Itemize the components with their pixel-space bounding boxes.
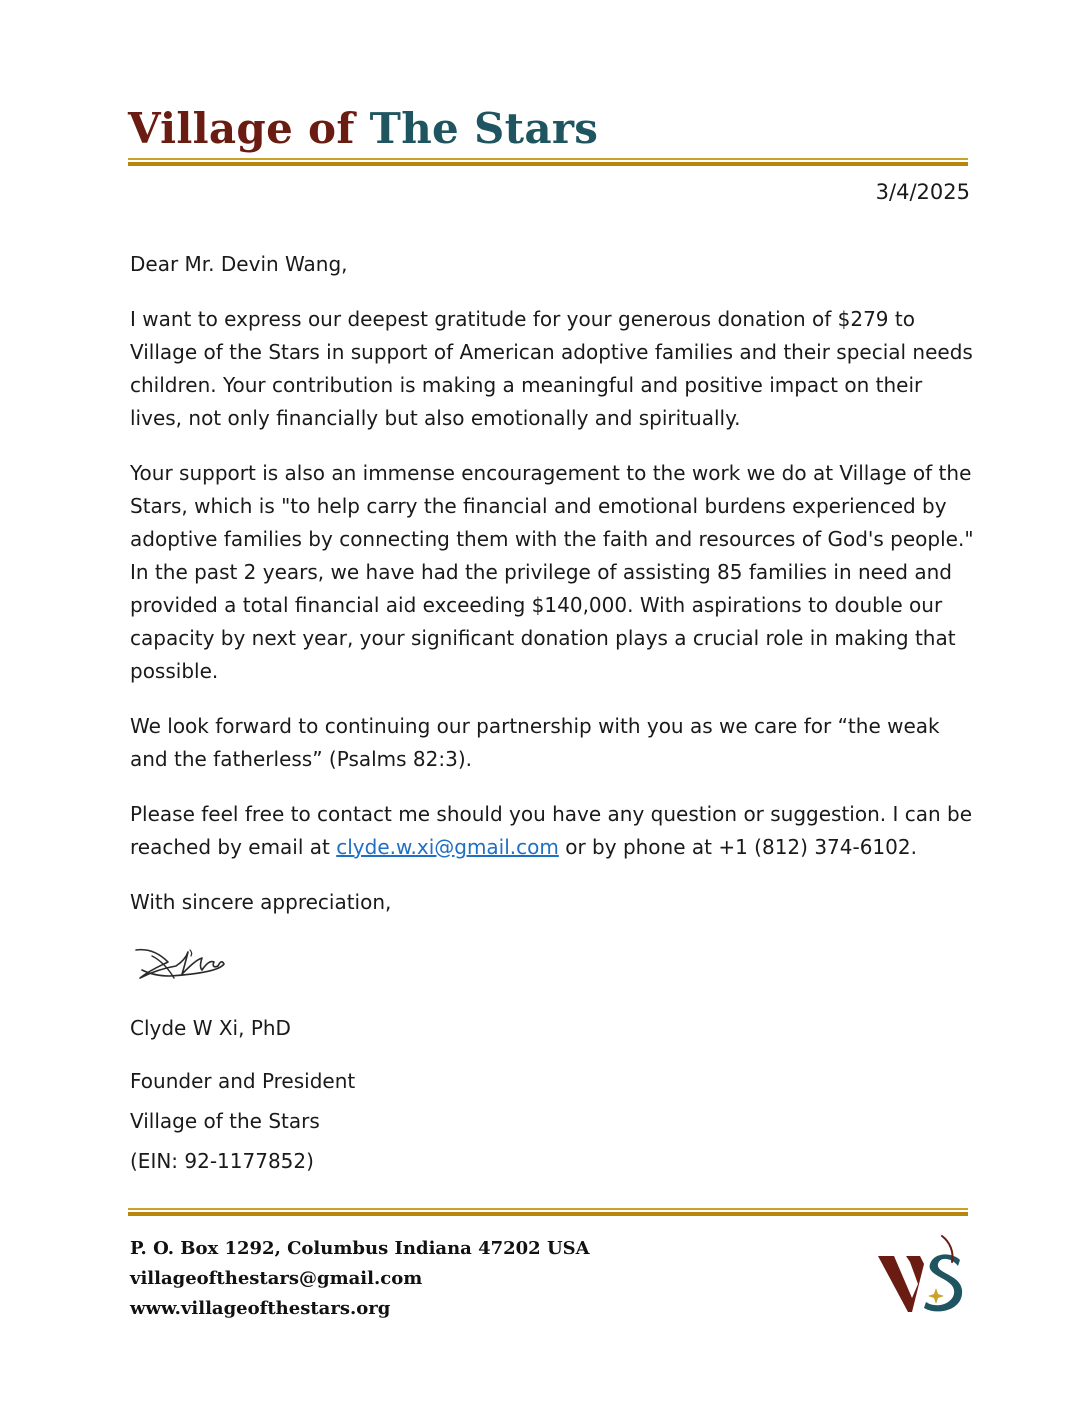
footer-email: villageofthestars@gmail.com	[130, 1268, 423, 1289]
footer-website: www.villageofthestars.org	[130, 1298, 391, 1319]
letterhead-title-part1: Village of	[128, 104, 355, 153]
signer-title: Founder and President	[130, 1069, 356, 1093]
signer-ein: (EIN: 92-1177852)	[130, 1149, 314, 1173]
letterhead-title-part2: The Stars	[369, 104, 599, 153]
email-link[interactable]: clyde.w.xi@gmail.com	[336, 835, 559, 859]
closing: With sincere appreciation,	[130, 890, 392, 914]
signature-block	[130, 1012, 355, 1181]
footer-address: P. O. Box 1292, Columbus Indiana 47202 USA	[130, 1238, 590, 1259]
vs-logo-icon	[872, 1228, 972, 1318]
signer-organization: Village of the Stars	[130, 1109, 320, 1133]
contact-text-after: or by phone at +1 (812) 374-6102.	[565, 835, 917, 859]
header-divider	[128, 158, 968, 166]
letter-body	[130, 248, 975, 941]
paragraph-partnership: We look forward to continuing our partnership with you as we care for “the weak and the fatherless” (Psalms 82:3).	[130, 714, 940, 771]
footer-divider	[128, 1208, 968, 1216]
salutation: Dear Mr. Devin Wang,	[130, 252, 348, 276]
paragraph-gratitude: I want to express our deepest gratitude for your generous donation of $279 to Village of the Stars in support of American adoptive families and their special needs children. Your contribution is making a meaningful and positive impact on their lives, not only financially but also emotionally and spiritually.	[130, 307, 973, 430]
paragraph-mission: Your support is also an immense encouragement to the work we do at Village of the Stars, which is "to help carry the financial and emotional burdens experienced by adoptive families by connecting them with the faith and resources of God's people." In the past 2 years, we have had the privilege of assisting 85 families in need and provided a total financial aid exceeding $140,000. With aspirations to double our capacity by next year, your significant donation plays a crucial role in making that possible.	[130, 461, 974, 683]
letterhead-title	[128, 104, 598, 153]
contact-text-before: Please feel free to contact me should you have any question or suggestion. I can be reached by email at	[130, 802, 973, 859]
handwritten-signature	[130, 940, 230, 988]
letter-date: 3/4/2025	[875, 180, 970, 204]
footer-contact	[130, 1234, 590, 1324]
paragraph-contact	[130, 798, 975, 864]
signer-name: Clyde W Xi, PhD	[130, 1016, 291, 1040]
